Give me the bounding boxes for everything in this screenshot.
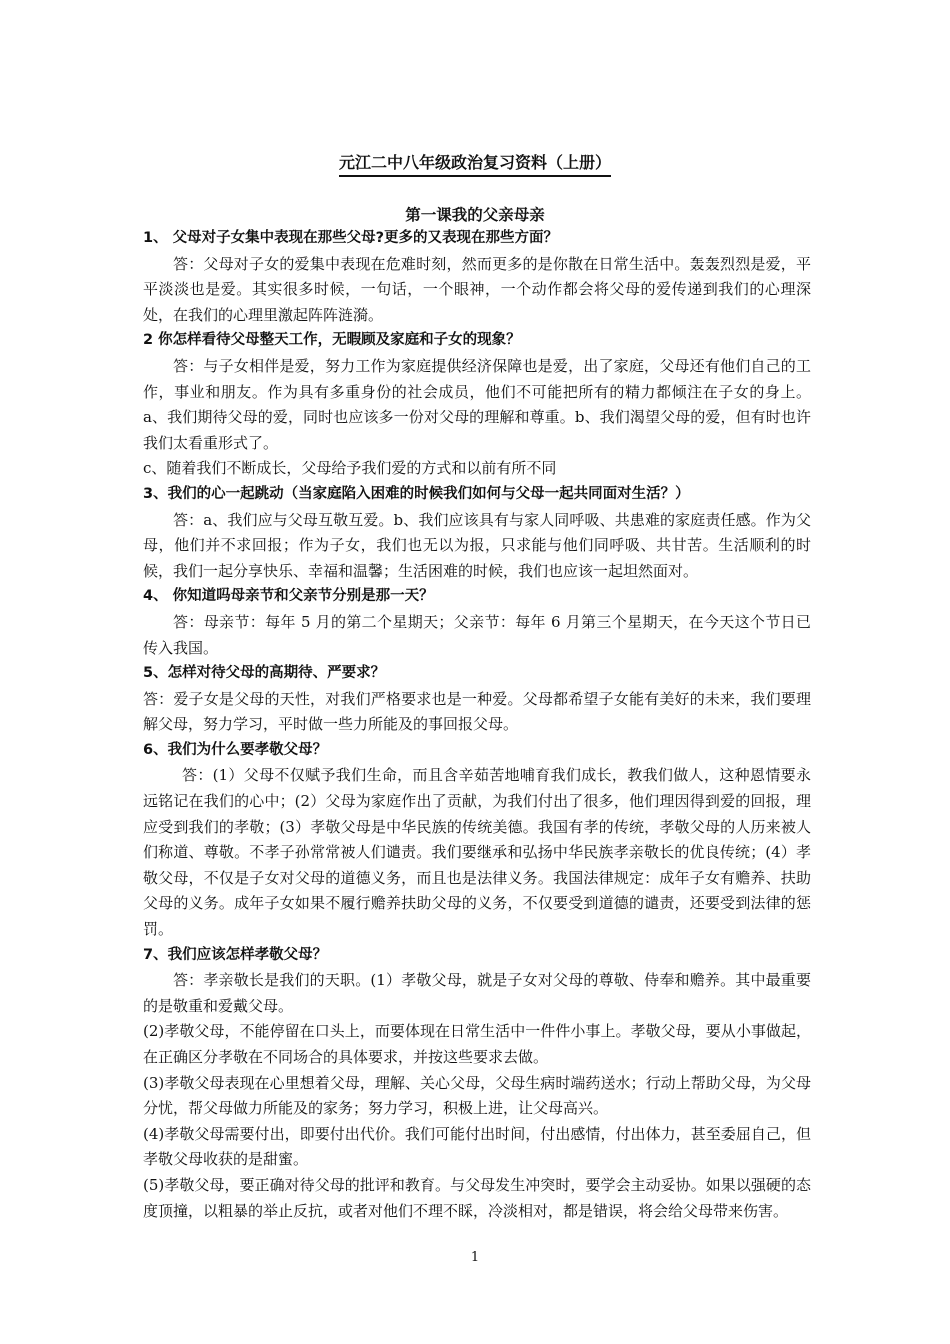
- page-number: 1: [470, 1250, 480, 1265]
- answer-paragraph: 答：父母对子女的爱集中表现在危难时刻，然而更多的是你散在日常生活中。轰轰烈烈是爱，平平淡淡也是爱。其实很多时候，一句话，一个眼神，一个动作都会将父母的爱传递到我们的心理深处，在我们的心理里激起阵阵涟漪。: [143, 254, 811, 324]
- answer-paragraph: 答：爱子女是父母的天性，对我们严格要求也是一种爱。父母都希望子女能有美好的未来，我们要理解父母，努力学习，平时做一些力所能及的事回报父母。: [143, 689, 811, 734]
- answer-paragraph: 答：孝亲敬长是我们的天职。(1）孝敬父母，就是子女对父母的尊敬、侍奉和赡养。其中最重要的是敬重和爱戴父母。: [143, 971, 811, 1015]
- answer-paragraph: 答：a、我们应与父母互敬互爱。b、我们应该具有与家人同呼吸、共患难的家庭责任感。作为父母，他们并不求回报；作为子女，我们也无以为报，只求能与他们同呼吸、共甘苦。生活顺利的时候，我们一起分享快乐、幸福和温馨；生活困难的时候，我们也应该一起坦然面对。: [143, 510, 811, 580]
- question-heading: 6、我们为什么要孝敬父母？: [143, 741, 328, 758]
- answer-paragraph: (5)孝敬父母，要正确对待父母的批评和教育。与父母发生冲突时，要学会主动妥协。如果以强硬的态度顶撞，以粗暴的举止反抗，或者对他们不理不睬，冷淡相对，都是错误，将会给父母带来伤害。: [143, 1175, 811, 1220]
- question-heading: 1、 父母对子女集中表现在那些父母?更多的又表现在那些方面？: [143, 230, 559, 246]
- question-heading: 3、我们的心一起跳动（当家庭陷入困难的时候我们如何与父母一起共同面对生活？）: [143, 485, 690, 502]
- answer-paragraph: (3)孝敬父母表现在心里想着父母，理解、关心父母，父母生病时端药送水；行动上帮助父母，为父母分忧，帮父母做力所能及的家务；努力学习，积极上进，让父母高兴。: [143, 1073, 811, 1118]
- document-title-block: [0, 150, 950, 173]
- question-heading: 2 你怎样看待父母整天工作，无暇顾及家庭和子女的现象？: [143, 332, 521, 349]
- lesson-heading: 第一课我的父亲母亲: [405, 206, 545, 224]
- question-heading: 4、 你知道吗母亲节和父亲节分别是那一天？: [143, 588, 434, 605]
- answer-paragraph: 答：(1）父母不仅赋予我们生命，而且含辛茹苦地哺育我们成长，教我们做人，这种恩情要永远铭记在我们的心中；(2）父母为家庭作出了贡献，为我们付出了很多，他们理因得到爱的回报，理应受到我们的孝敬；(3）孝敬父母是中华民族的传统美德。我国有孝的传统，孝敬父母的人历来被人们称道、尊敬。不孝子孙常常被人们谴责。我们要继承和弘扬中华民族孝亲敬长的优良传统；(4）孝敬父母，不仅是子女对父母的道德义务，而且也是法律义务。我国法律规定：成年子女有赡养、扶助父母的义务。成年子女如果不履行赡养扶助父母的义务，不仅要受到道德的谴责，还要受到法律的惩罚。: [143, 766, 811, 939]
- answer-paragraph: (2)孝敬父母，不能停留在口头上，而要体现在日常生活中一件件小事上。孝敬父母，要从小事做起，在正确区分孝敬在不同场合的具体要求，并按这些要求去做。: [143, 1022, 811, 1066]
- document-title: 元江二中八年级政治复习资料（上册）: [339, 153, 611, 177]
- document-body: [143, 226, 811, 1224]
- answer-paragraph: 答：母亲节：每年 5 月的第二个星期天；父亲节：每年 6 月第三个星期天，在今天这个节日已传入我国。: [143, 612, 811, 657]
- answer-paragraph: c、随着我们不断成长，父母给予我们爱的方式和以前有所不同: [143, 459, 557, 478]
- answer-paragraph: 答：与子女相伴是爱，努力工作为家庭提供经济保障也是爱，出了家庭，父母还有他们自己的工作，事业和朋友。作为具有多重身份的社会成员，他们不可能把所有的精力都倾注在子女的身上。a、我们期待父母的爱，同时也应该多一份对父母的理解和尊重。b、我们渴望父母的爱，但有时也许我们太看重形式了。: [143, 356, 811, 452]
- question-heading: 7、我们应该怎样孝敬父母？: [143, 946, 328, 963]
- answer-paragraph: (4)孝敬父母需要付出，即要付出代价。我们可能付出时间，付出感情，付出体力，甚至委屈自己，但孝敬父母收获的是甜蜜。: [143, 1124, 811, 1169]
- question-heading: 5、怎样对待父母的高期待、严要求？: [143, 665, 386, 682]
